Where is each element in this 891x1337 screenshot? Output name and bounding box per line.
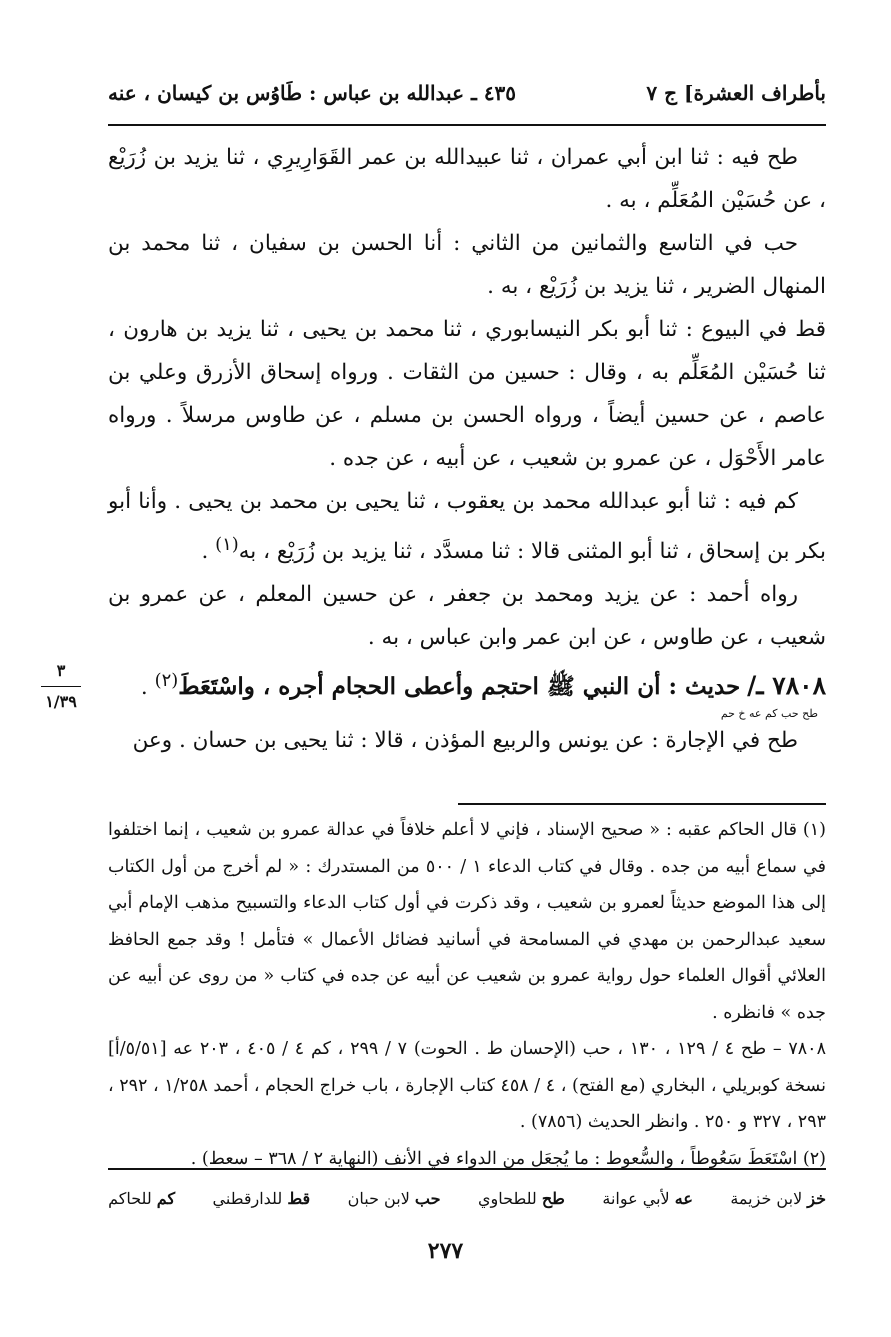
margin-note-top: ٣ bbox=[56, 661, 66, 680]
hadith-number: ٧٨٠٨ ـ/ bbox=[747, 671, 826, 701]
abbrev-item bbox=[602, 1189, 693, 1208]
abbrev-code: خز bbox=[807, 1188, 826, 1208]
abbrev-text: للدارقطني bbox=[212, 1188, 283, 1208]
abbrev-code: عه bbox=[674, 1188, 693, 1208]
paragraph-kam: كم فيه : ثنا أبو عبدالله محمد بن يعقوب ، ثنا يحيى بن محمد بن يحيى . وأنا أبو بكر بن إسحاق ، ثنا أبو المثنى قالا : ثنا مسدَّد ، ثنا يزيد بن زُرَيْع ، به$^{(١)}$ . bbox=[108, 489, 826, 565]
margin-note bbox=[30, 660, 92, 713]
footnote-2: (٢) اسْتَعَطَ سَعُوطاً ، والسُّعوط : ما يُجعَل من الدواء في الأنف (النهاية ٢ / ٣٦٨ – سعط) . bbox=[190, 1148, 826, 1169]
paragraph-hib: حب في التاسع والثمانين من الثاني : أنا الحسن بن سفيان ، ثنا محمد بن المنهال الضرير ، ثنا يزيد بن زُرَيْع ، به . bbox=[108, 231, 826, 299]
abbrev-code: حب bbox=[414, 1188, 441, 1208]
footnote-1: (١) قال الحاكم عقبه : « صحيح الإسناد ، فإني لا أعلم خلافاً في عدالة عمرو بن شعيب ، إنما اختلفوا في سماع أبيه من جده . وقال في كتاب الدعاء ١ / ٥٠٠ من المستدرك : « لم أخرج من أول الكتاب إلى هذا الموضع حديثاً لعمرو بن شعيب ، وقد ذكرت في أول كتاب الدعاء والتسبيح مذهب الإمام أبي سعيد عبدالرحمن بن مهدي في المسامحة في أسانيد فضائل الأعمال » فتأمل ! وقد جمع الحافظ العلائي أقوال العلماء حول رواية عمرو بن شعيب عن أبيه عن جده في كتاب « من روى عن أبيه عن جده » فانظره . bbox=[108, 820, 826, 1023]
abbrev-text: للحاكم bbox=[108, 1188, 152, 1208]
abbreviations-key bbox=[108, 1180, 826, 1216]
paragraph-kam-text: كم فيه : ثنا أبو عبدالله محمد بن يعقوب ، ثنا يحيى بن محمد بن يحيى . وأنا أبو بكر بن إسحاق ، ثنا أبو المثنى قالا : ثنا مسدَّد ، ثنا يزيد بن زُرَيْع ، به bbox=[108, 489, 826, 565]
margin-note-bottom: ١/٣٩ bbox=[45, 692, 77, 711]
hadith-title: حديث : أن النبي ﷺ احتجم وأعطى الحجام أجره ، واسْتَعَطَ bbox=[178, 673, 741, 701]
abbrev-text: لابن حبان bbox=[347, 1188, 410, 1208]
abbrev-item bbox=[213, 1189, 311, 1208]
abbreviations-rule bbox=[108, 1168, 826, 1170]
paragraph-tah-ijara: طح في الإجارة : عن يونس والربيع المؤذن ، قالا : ثنا يحيى بن حسان . وعن bbox=[132, 728, 798, 754]
abbrev-code: قط bbox=[287, 1188, 311, 1208]
paragraph-tah: طح فيه : ثنا ابن أبي عمران ، ثنا عبيدالله بن عمر القَوَارِيرِي ، ثنا يزيد بن زُرَيْع ، عن حُسَيْن المُعَلِّم ، به . bbox=[108, 145, 826, 213]
abbrev-text: لأبي عوانة bbox=[602, 1188, 670, 1208]
header-section-title: ٤٣٥ ـ عبدالله بن عباس : طَاوُس بن كيسان ، عنه bbox=[108, 81, 517, 105]
abbrev-text: للطحاوي bbox=[477, 1188, 537, 1208]
abbrev-item bbox=[348, 1189, 441, 1208]
running-header bbox=[108, 68, 826, 118]
paragraph-ahmad: رواه أحمد : عن يزيد ومحمد بن جعفر ، عن حسين المعلم ، عن عمرو بن شعيب ، عن طاوس ، عن ابن عمر وابن عباس ، به . bbox=[108, 582, 826, 651]
footnote-references: ٧٨٠٨ – طح ٤ / ١٢٩ ، ١٣٠ ، حب (الإحسان ط . الحوت) ٧ / ٢٩٩ ، كم ٤ / ٤٠٥ ، ٢٠٣ عه [٥/٥١/أ] نسخة كوبريلي ، البخاري (مع الفتح) ، ٤ / ٤٥٨ كتاب الإجارة ، باب خراج الحجام ، أحمد ١/٢٥٨ ، ٢٩٢ ، ٢٩٣ ، ٣٢٧ و ٢٥٠ . وانظر الحديث (٧٨٥٦) . bbox=[108, 1039, 827, 1132]
abbrev-item bbox=[108, 1189, 175, 1208]
header-book-title: بأطراف العشرة] ج ٧ bbox=[646, 81, 826, 105]
main-text bbox=[108, 136, 826, 762]
footnote-ref-2[interactable]: (٢) bbox=[154, 670, 179, 692]
page-number: ٢٧٧ bbox=[427, 1238, 464, 1264]
hadith-heading: ٧٨٠٨ ـ/ حديث : أن النبي ﷺ احتجم وأعطى الحجام أجره ، واسْتَعَطَ$^{(٢)}$ . bbox=[140, 670, 826, 701]
margin-note-rule bbox=[41, 686, 81, 687]
footnote-ref-1[interactable]: (١) bbox=[215, 534, 239, 555]
paragraph-qut: قط في البيوع : ثنا أبو بكر النيسابوري ، ثنا محمد بن يحيى ، ثنا يزيد بن هارون ، ثنا حُسَيْن المُعَلِّم به ، وقال : حسين من الثقات . ورواه إسحاق الأزرق وعلي بن عاصم ، عن حسين أيضاً ، ورواه الحسن بن مسلم ، عن طاوس مرسلاً . ورواه عامر الأَحْوَل ، عن عمرو بن شعيب ، عن أبيه ، عن جده . bbox=[108, 317, 826, 471]
footnotes bbox=[108, 812, 826, 1177]
abbrev-item bbox=[478, 1189, 565, 1208]
header-rule bbox=[108, 124, 826, 126]
abbrev-item bbox=[730, 1189, 826, 1208]
abbrev-text: لابن خزيمة bbox=[730, 1188, 803, 1208]
hadith-sigla: طح حب كم عه خ حم bbox=[720, 707, 818, 721]
abbrev-code: كم bbox=[156, 1188, 176, 1208]
abbrev-code: طح bbox=[541, 1188, 565, 1208]
footnote-rule bbox=[458, 803, 826, 805]
